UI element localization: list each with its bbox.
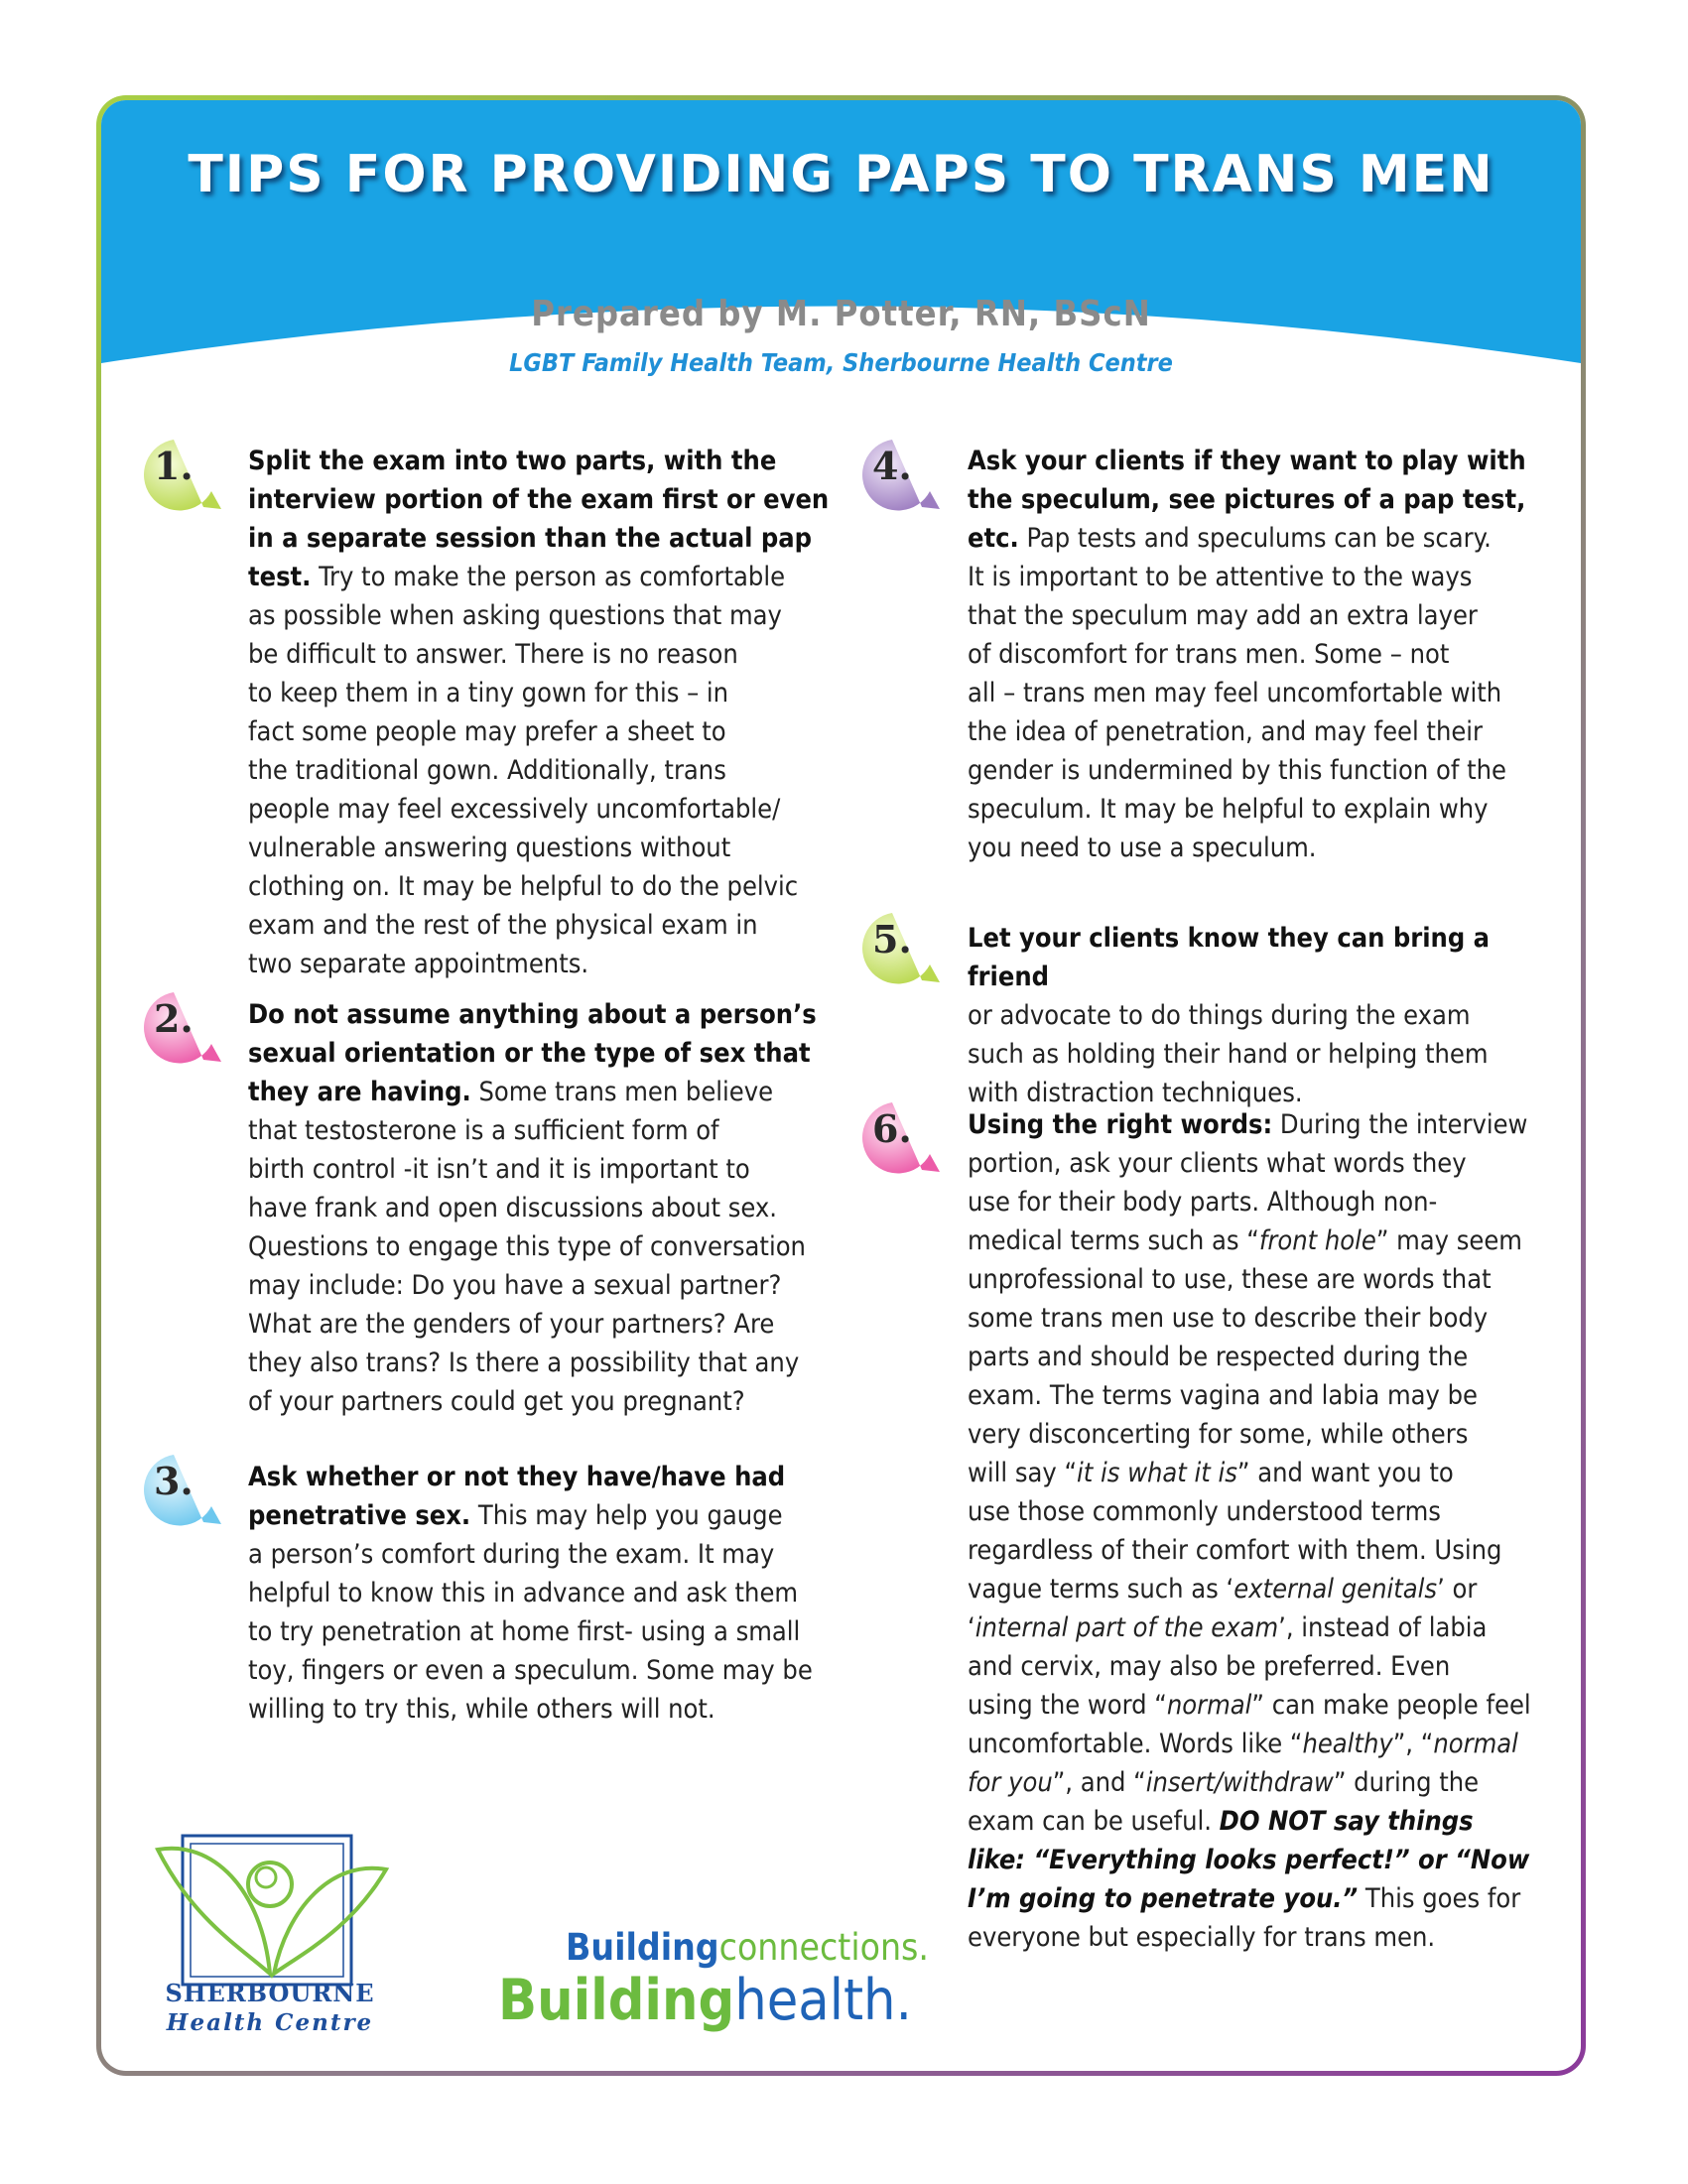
logo-subtitle: Health Centre [166, 2009, 374, 2036]
slogan-word: health. [734, 1968, 912, 2033]
slogan-word: Building [566, 1926, 719, 1969]
tip-2-badge [134, 988, 223, 1072]
slogan-word: Building [498, 1968, 735, 2033]
tip-2-text: Do not assume anything about a person’s sexual orientation or the type of sex that they are having. Some trans men believe that testosterone is a sufficient form of birth control -it isn’t and it is important to have frank and open discussions about sex. Questions to engage this type of conversation may include: Do you have a sexual partner? What are the genders of your partners? Are they also trans? Is there a possibility that any of your partners could get you pregnant? [248, 999, 817, 1417]
tip-1-text: Split the exam into two parts, with the interview portion of the exam first or even in a separate session than the actual pap test. Try to make the person as comfortable as possible when asking questions that may be difficult to answer. There is no reason to keep them in a tiny gown for this – in fact some people may prefer a sheet to the traditional gown. Additionally, trans people may feel excessively uncomfortable/ vulnerable answering questions without clothing on. It may be helpful to do the pelvic exam and the rest of the physical exam in two separate appointments. [248, 446, 830, 979]
tip-4 [968, 442, 1563, 867]
slogan [498, 1926, 929, 2031]
tip-6-text: Using the right words: During the interview portion, ask your clients what words they use for their body parts. Although non- medical terms such as “front hole” may seem unprofessional to use, these are words that some trans men use to describe their body parts and should be respected during the exam. The terms vagina and labia may be very disconcerting for some, while others will say “it is what it is” and want you to use those commonly understood terms regardless of their comfort with them. Using vague terms such as ‘external genitals’ or ‘internal part of the exam’, instead of labia and cervix, may also be preferred. Even using the word “normal” can make people feel uncomfortable. Words like “healthy”, “normal for you”, and “insert/withdraw” during the exam can be useful. DO NOT say things like: “Everything looks perfect!” or “Now I’m going to penetrate you.” This goes for everyone but especially for trans men. [968, 1109, 1531, 1953]
page-title: TIPS FOR PROVIDING PAPS TO TRANS MEN [188, 145, 1494, 204]
organization-line: LGBT Family Health Team, Sherbourne Health Centre [509, 348, 1173, 377]
tip-3 [248, 1458, 834, 1729]
slogan-line-1 [498, 1926, 929, 1970]
tip-4-text: Ask your clients if they want to play with the speculum, see pictures of a pap test, etc. Pap tests and speculums can be scary. It is important to be attentive to the ways that the speculum may add an extra layer of discomfort for trans men. Some – not all – trans men may feel uncomfortable with the idea of penetration, and may feel their gender is undermined by this function of the speculum. It may be helpful to explain why you need to use a speculum. [968, 446, 1526, 863]
tip-4-badge [852, 436, 942, 519]
tip-2 [248, 995, 834, 1421]
tip-3-badge [134, 1451, 223, 1534]
tip-6 [968, 1105, 1563, 1957]
tip-3-text: Ask whether or not they have/have had penetrative sex. This may help you gauge a person’s comfort during the exam. It may helpful to know this in advance and ask them to try penetration at home first- using a small toy, fingers or even a speculum. Some may be willing to try this, while others will not. [248, 1462, 813, 1725]
author-line: Prepared by M. Potter, RN, BScN [531, 294, 1151, 334]
tip-6-badge [852, 1098, 942, 1182]
tip-1 [248, 442, 834, 983]
tip-3-number: 3. [154, 1459, 194, 1503]
tip-2-number: 2. [154, 996, 194, 1041]
document-frame [96, 95, 1586, 2076]
slogan-word: connections. [718, 1926, 929, 1969]
tip-5 [968, 919, 1563, 1112]
tip-1-number: 1. [154, 444, 194, 488]
tip-6-number: 6. [872, 1106, 912, 1151]
tip-5-text: Let your clients know they can bring a friend or advocate to do things during the exam such as holding their hand or helping them with distraction techniques. [968, 923, 1491, 1108]
tip-5-number: 5. [872, 917, 912, 962]
tip-1-badge [134, 436, 223, 519]
logo-name: SHERBOURNE [165, 1979, 375, 2007]
tip-4-number: 4. [872, 444, 912, 488]
slogan-line-2 [498, 1970, 929, 2031]
tip-5-badge [852, 909, 942, 992]
